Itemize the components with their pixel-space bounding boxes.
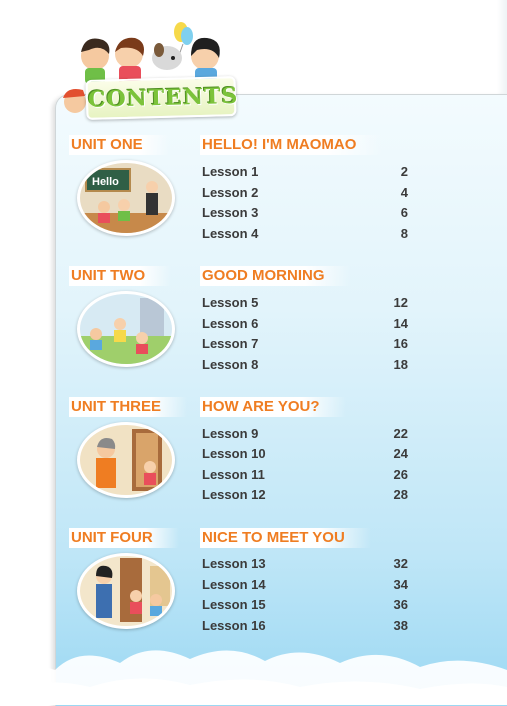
lesson-name: Lesson 5 — [202, 295, 259, 310]
unit-title: NICE TO MEET YOU — [200, 528, 371, 548]
lesson-page: 18 — [393, 357, 408, 372]
lesson-row[interactable] — [202, 554, 408, 574]
lesson-row[interactable] — [202, 485, 408, 505]
lesson-row[interactable] — [202, 224, 408, 244]
lesson-row[interactable] — [202, 314, 408, 334]
lesson-row[interactable] — [202, 575, 408, 595]
lesson-page: 28 — [393, 487, 408, 502]
unit-illustration-doorway — [77, 422, 175, 498]
lesson-page: 4 — [400, 185, 408, 200]
lesson-page: 14 — [393, 316, 408, 331]
lesson-row[interactable] — [202, 595, 408, 615]
lesson-page: 22 — [393, 426, 408, 441]
lesson-name: Lesson 8 — [202, 357, 259, 372]
lesson-name: Lesson 6 — [202, 316, 259, 331]
unit-label: UNIT TWO — [69, 266, 171, 286]
unit-illustration-greeting — [77, 553, 175, 629]
lesson-row[interactable] — [202, 203, 408, 223]
lesson-name: Lesson 9 — [202, 426, 259, 441]
lesson-page: 12 — [393, 295, 408, 310]
unit-illustration-classroom — [77, 160, 175, 236]
lesson-name: Lesson 2 — [202, 185, 259, 200]
lesson-name: Lesson 12 — [202, 487, 266, 502]
lesson-row[interactable] — [202, 355, 408, 375]
lesson-row[interactable] — [202, 334, 408, 354]
lesson-name: Lesson 4 — [202, 226, 259, 241]
lesson-name: Lesson 3 — [202, 205, 259, 220]
contents-banner — [86, 76, 237, 120]
lesson-page: 8 — [400, 226, 408, 241]
unit-label: UNIT FOUR — [69, 528, 179, 548]
lesson-row[interactable] — [202, 162, 408, 182]
lesson-page: 6 — [400, 205, 408, 220]
lesson-name: Lesson 16 — [202, 618, 266, 633]
unit-label: UNIT ONE — [69, 135, 169, 155]
lesson-page: 16 — [393, 336, 408, 351]
lesson-page: 34 — [393, 577, 408, 592]
unit-title: HELLO! I'M MAOMAO — [200, 135, 382, 155]
unit-title: HOW ARE YOU? — [200, 397, 346, 417]
lesson-name: Lesson 13 — [202, 556, 266, 571]
lesson-row[interactable] — [202, 616, 408, 636]
lesson-name: Lesson 15 — [202, 597, 266, 612]
lesson-page: 24 — [393, 446, 408, 461]
lesson-page: 36 — [393, 597, 408, 612]
page-title: CONTENTS — [87, 82, 239, 113]
lesson-page: 2 — [400, 164, 408, 179]
lesson-name: Lesson 1 — [202, 164, 259, 179]
lesson-row[interactable] — [202, 444, 408, 464]
lesson-row[interactable] — [202, 465, 408, 485]
lesson-name: Lesson 10 — [202, 446, 266, 461]
lesson-name: Lesson 7 — [202, 336, 259, 351]
lesson-name: Lesson 11 — [202, 467, 265, 482]
unit-illustration-playground — [77, 291, 175, 367]
lesson-name: Lesson 14 — [202, 577, 266, 592]
board-text: Hello — [92, 176, 119, 188]
lesson-page: 26 — [393, 467, 408, 482]
unit-label: UNIT THREE — [69, 397, 187, 417]
unit-title: GOOD MORNING — [200, 266, 351, 286]
lesson-page: 38 — [393, 618, 408, 633]
lesson-row[interactable] — [202, 424, 408, 444]
lesson-page: 32 — [393, 556, 408, 571]
lesson-row[interactable] — [202, 293, 408, 313]
lesson-row[interactable] — [202, 183, 408, 203]
